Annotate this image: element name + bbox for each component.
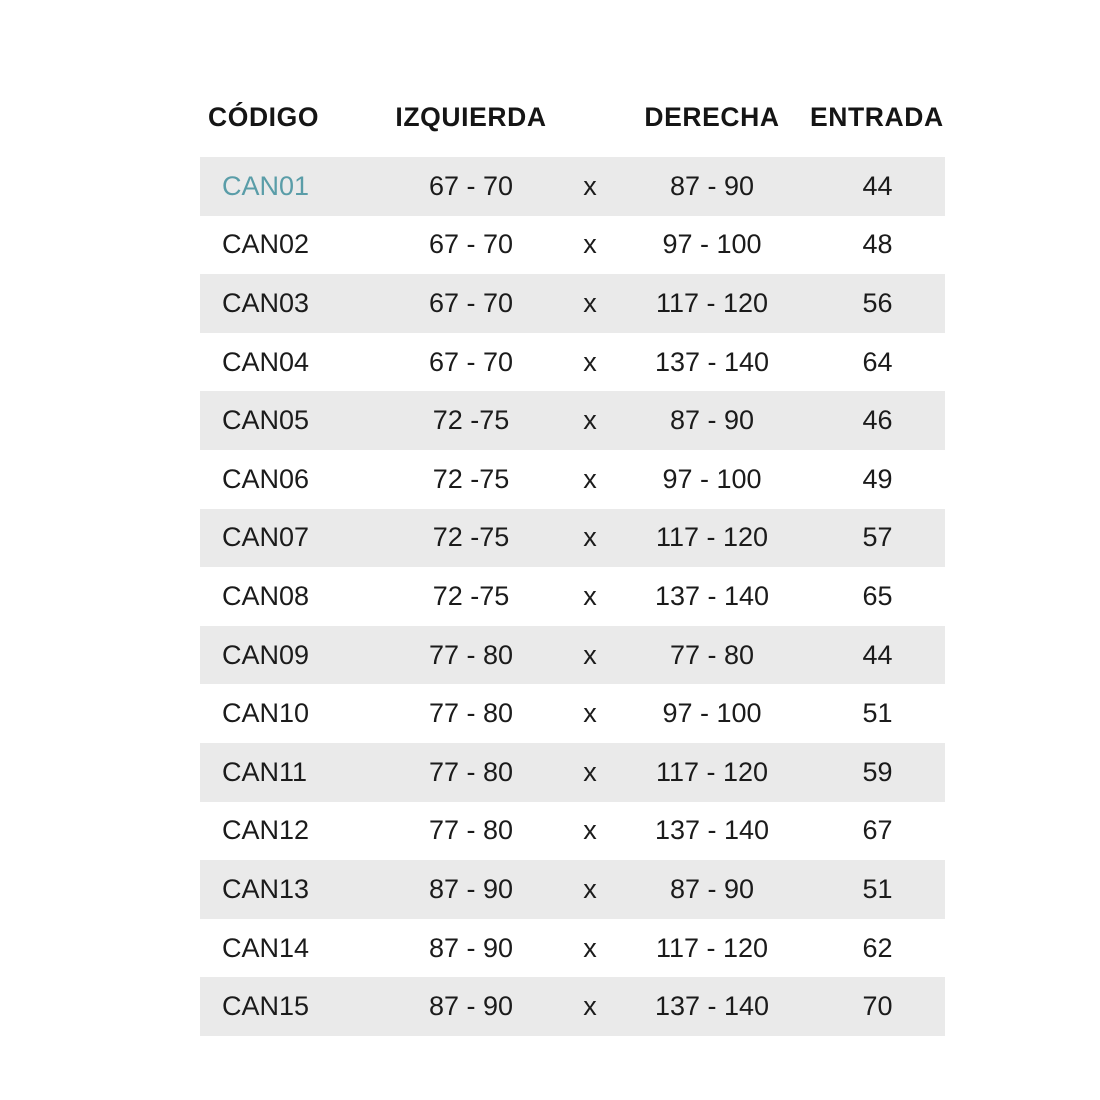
table-row[interactable] [200,333,945,392]
table-row[interactable] [200,626,945,685]
cell-codigo-highlighted[interactable]: CAN01 [200,157,376,216]
cell-izquierda: 87 - 90 [376,919,566,978]
cell-separator: x [566,684,614,743]
cell-entrada: 56 [810,274,945,333]
table-body [200,157,945,1036]
cell-codigo[interactable]: CAN10 [200,684,376,743]
cell-codigo[interactable]: CAN04 [200,333,376,392]
cell-izquierda: 77 - 80 [376,802,566,861]
cell-izquierda: 77 - 80 [376,626,566,685]
cell-derecha: 97 - 100 [614,684,810,743]
cell-izquierda: 67 - 70 [376,274,566,333]
column-header-entrada: ENTRADA [810,78,945,157]
cell-separator: x [566,626,614,685]
cell-entrada: 44 [810,157,945,216]
cell-entrada: 46 [810,391,945,450]
cell-izquierda: 72 -75 [376,567,566,626]
cell-separator: x [566,509,614,568]
cell-separator: x [566,567,614,626]
cell-derecha: 87 - 90 [614,157,810,216]
cell-separator: x [566,450,614,509]
cell-izquierda: 67 - 70 [376,333,566,392]
table-row[interactable] [200,743,945,802]
table-header [200,78,945,157]
column-header-izquierda: IZQUIERDA [376,78,566,157]
cell-entrada: 49 [810,450,945,509]
cell-izquierda: 72 -75 [376,391,566,450]
cell-entrada: 44 [810,626,945,685]
cell-izquierda: 87 - 90 [376,977,566,1036]
cell-entrada: 57 [810,509,945,568]
cell-derecha: 97 - 100 [614,450,810,509]
cell-derecha: 137 - 140 [614,333,810,392]
cell-codigo[interactable]: CAN03 [200,274,376,333]
table-row[interactable] [200,919,945,978]
cell-codigo[interactable]: CAN07 [200,509,376,568]
cell-separator: x [566,860,614,919]
cell-derecha: 117 - 120 [614,743,810,802]
table-row[interactable] [200,274,945,333]
table-header-row [200,78,945,157]
cell-entrada: 48 [810,216,945,275]
cell-codigo[interactable]: CAN14 [200,919,376,978]
cell-izquierda: 72 -75 [376,450,566,509]
table-row[interactable] [200,860,945,919]
cell-izquierda: 67 - 70 [376,216,566,275]
cell-codigo[interactable]: CAN12 [200,802,376,861]
cell-entrada: 64 [810,333,945,392]
size-table [200,78,945,1036]
cell-codigo[interactable]: CAN05 [200,391,376,450]
cell-separator: x [566,274,614,333]
cell-separator: x [566,333,614,392]
cell-izquierda: 67 - 70 [376,157,566,216]
cell-izquierda: 77 - 80 [376,684,566,743]
cell-separator: x [566,743,614,802]
column-header-derecha: DERECHA [614,78,810,157]
cell-derecha: 137 - 140 [614,567,810,626]
table-row[interactable] [200,977,945,1036]
cell-codigo[interactable]: CAN08 [200,567,376,626]
cell-codigo[interactable]: CAN15 [200,977,376,1036]
cell-codigo[interactable]: CAN13 [200,860,376,919]
table-row[interactable] [200,157,945,216]
cell-separator: x [566,391,614,450]
table-row[interactable] [200,802,945,861]
cell-entrada: 65 [810,567,945,626]
cell-izquierda: 87 - 90 [376,860,566,919]
table-row[interactable] [200,450,945,509]
cell-derecha: 117 - 120 [614,274,810,333]
cell-derecha: 117 - 120 [614,919,810,978]
cell-izquierda: 72 -75 [376,509,566,568]
cell-derecha: 137 - 140 [614,802,810,861]
cell-entrada: 59 [810,743,945,802]
column-header-separator [566,78,614,157]
cell-derecha: 77 - 80 [614,626,810,685]
table-row[interactable] [200,567,945,626]
cell-entrada: 51 [810,684,945,743]
cell-codigo[interactable]: CAN06 [200,450,376,509]
table-row[interactable] [200,684,945,743]
cell-codigo[interactable]: CAN09 [200,626,376,685]
cell-separator: x [566,802,614,861]
cell-entrada: 62 [810,919,945,978]
cell-separator: x [566,157,614,216]
cell-derecha: 87 - 90 [614,391,810,450]
cell-derecha: 117 - 120 [614,509,810,568]
cell-izquierda: 77 - 80 [376,743,566,802]
cell-separator: x [566,216,614,275]
cell-derecha: 97 - 100 [614,216,810,275]
cell-entrada: 67 [810,802,945,861]
table-row[interactable] [200,216,945,275]
column-header-codigo: CÓDIGO [200,78,376,157]
cell-codigo[interactable]: CAN02 [200,216,376,275]
cell-codigo[interactable]: CAN11 [200,743,376,802]
table-row[interactable] [200,391,945,450]
table-row[interactable] [200,509,945,568]
cell-derecha: 137 - 140 [614,977,810,1036]
cell-separator: x [566,977,614,1036]
cell-entrada: 51 [810,860,945,919]
cell-derecha: 87 - 90 [614,860,810,919]
cell-entrada: 70 [810,977,945,1036]
cell-separator: x [566,919,614,978]
